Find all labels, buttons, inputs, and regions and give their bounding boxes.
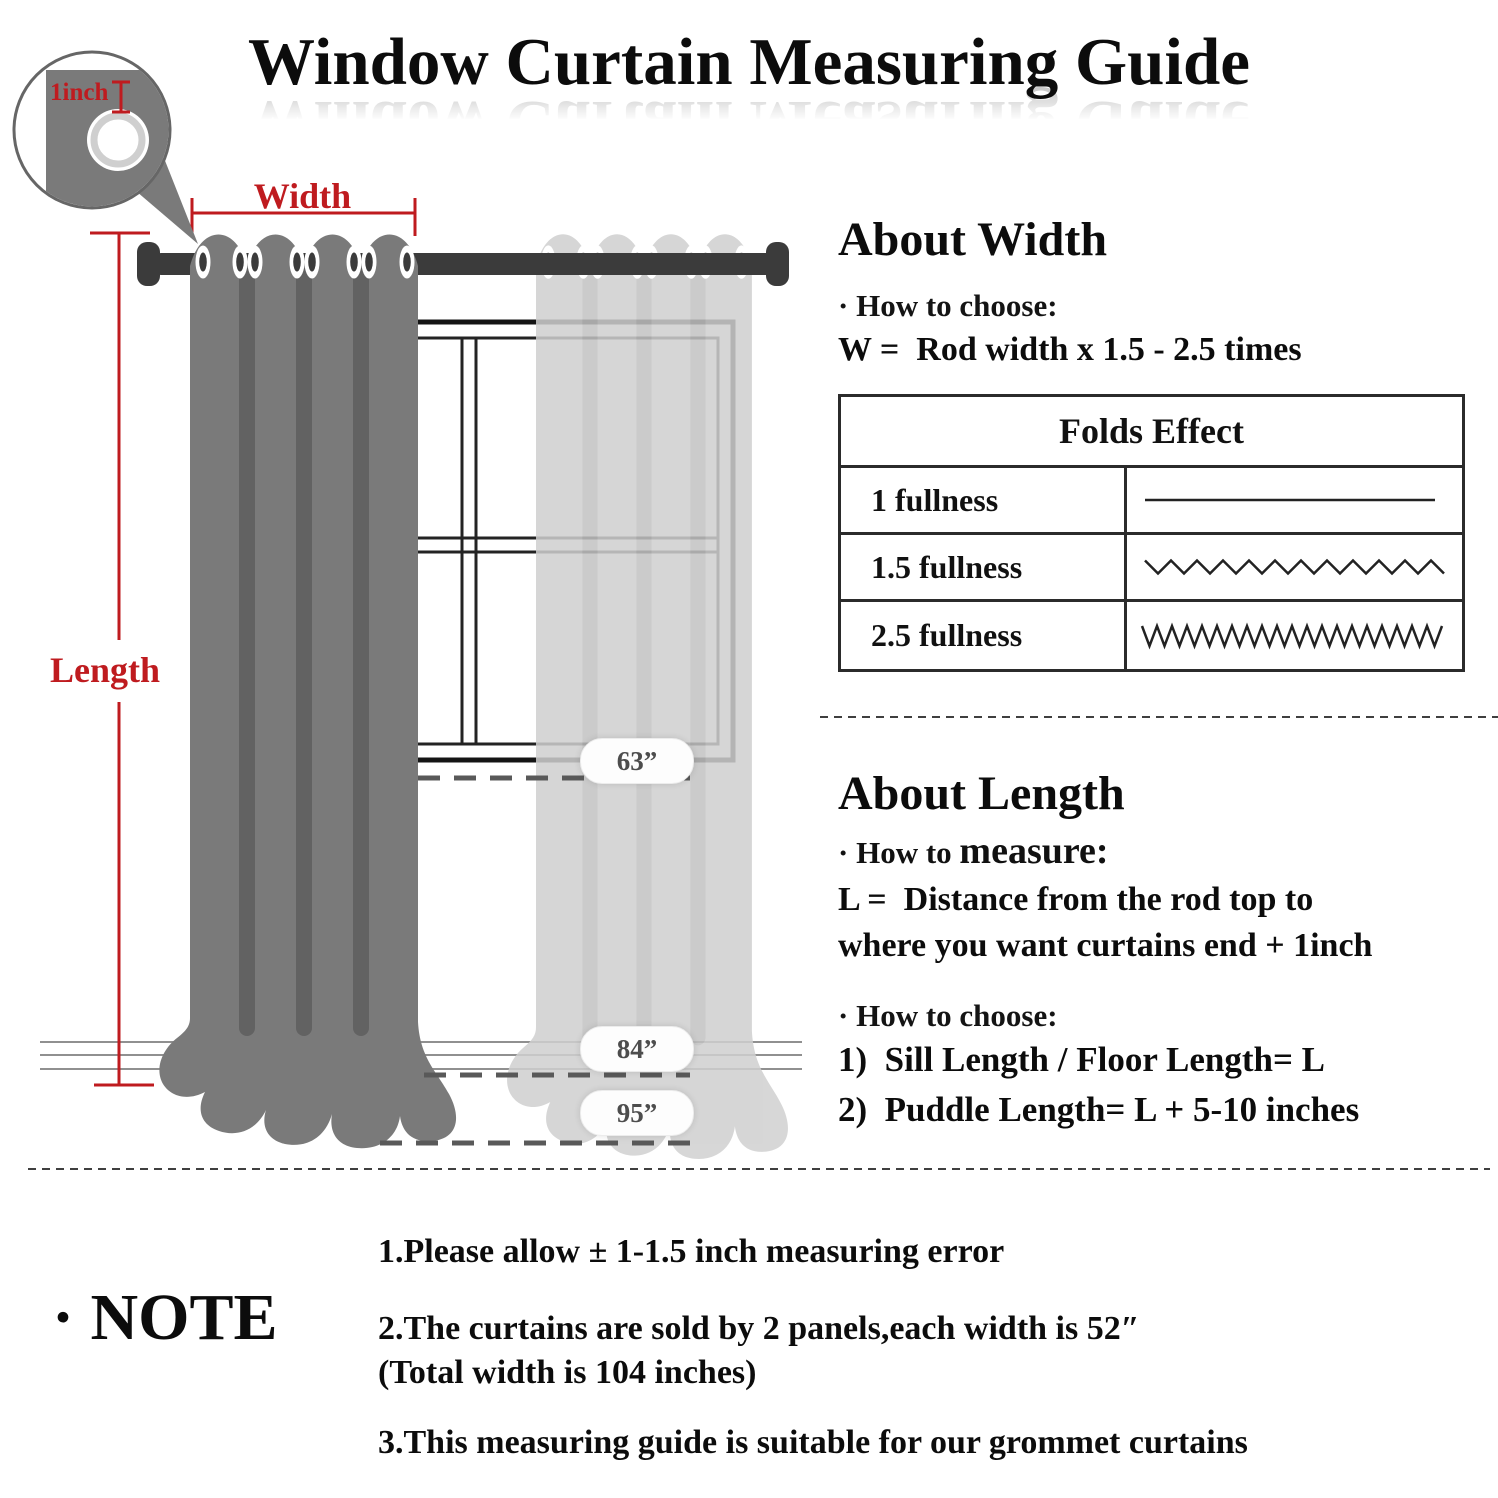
puddle-length-badge: 95” (580, 1090, 694, 1136)
fold-effect-loose-wave (1127, 535, 1462, 602)
about-width-heading: About Width (838, 213, 1108, 266)
length-formula-line2: where you want curtains end + 1inch (838, 927, 1373, 964)
length-label: Length (50, 650, 161, 690)
note-item-3: 3.This measuring guide is suitable for our grommet curtains (378, 1424, 1248, 1461)
note-heading: · NOTE (52, 1281, 278, 1354)
about-length-heading: About Length (838, 767, 1125, 820)
fold-effect-straight (1127, 468, 1462, 535)
fold-effect-dense-wave (1127, 602, 1462, 669)
floor-length-badge: 84” (580, 1026, 694, 1072)
note-divider (28, 1168, 1490, 1170)
note-item-2b: (Total width is 104 inches) (378, 1354, 757, 1391)
width-formula: W = Rod width x 1.5 - 2.5 times (838, 331, 1302, 368)
sill-length-badge: 63” (580, 738, 694, 784)
curtain-panel-light (507, 234, 788, 1159)
page-title: Window Curtain Measuring Guide (247, 25, 1251, 99)
fold-row-label: 1.5 fullness (841, 535, 1127, 602)
fold-row-label: 2.5 fullness (841, 602, 1127, 669)
rod-finial-left (137, 242, 160, 286)
width-label: Width (253, 176, 352, 216)
length-choice-sill-floor: 1) Sill Length / Floor Length= L (838, 1040, 1325, 1079)
length-how-to-choose: · How to choose: (838, 998, 1058, 1033)
length-formula-line1: L = Distance from the rod top to (838, 881, 1314, 918)
width-how-to-choose: · How to choose: (838, 288, 1058, 323)
folds-effect-table (838, 394, 1465, 672)
curtain-panel-dark (159, 235, 456, 1149)
section-divider (820, 716, 1498, 718)
measure-prefix: · How to (838, 835, 960, 870)
note-item-2: 2.The curtains are sold by 2 panels,each width is 52″ (378, 1310, 1140, 1347)
length-how-to-measure (838, 830, 1109, 874)
fold-row-label: 1 fullness (841, 468, 1127, 535)
one-inch-label: 1inch (50, 79, 109, 106)
measure-emphasis: measure: (959, 830, 1109, 872)
length-choice-puddle: 2) Puddle Length= L + 5-10 inches (838, 1090, 1360, 1129)
folds-table-header: Folds Effect (841, 397, 1462, 468)
rod-finial-right (766, 242, 789, 286)
note-item-1: 1.Please allow ± 1-1.5 inch measuring error (378, 1233, 1005, 1270)
